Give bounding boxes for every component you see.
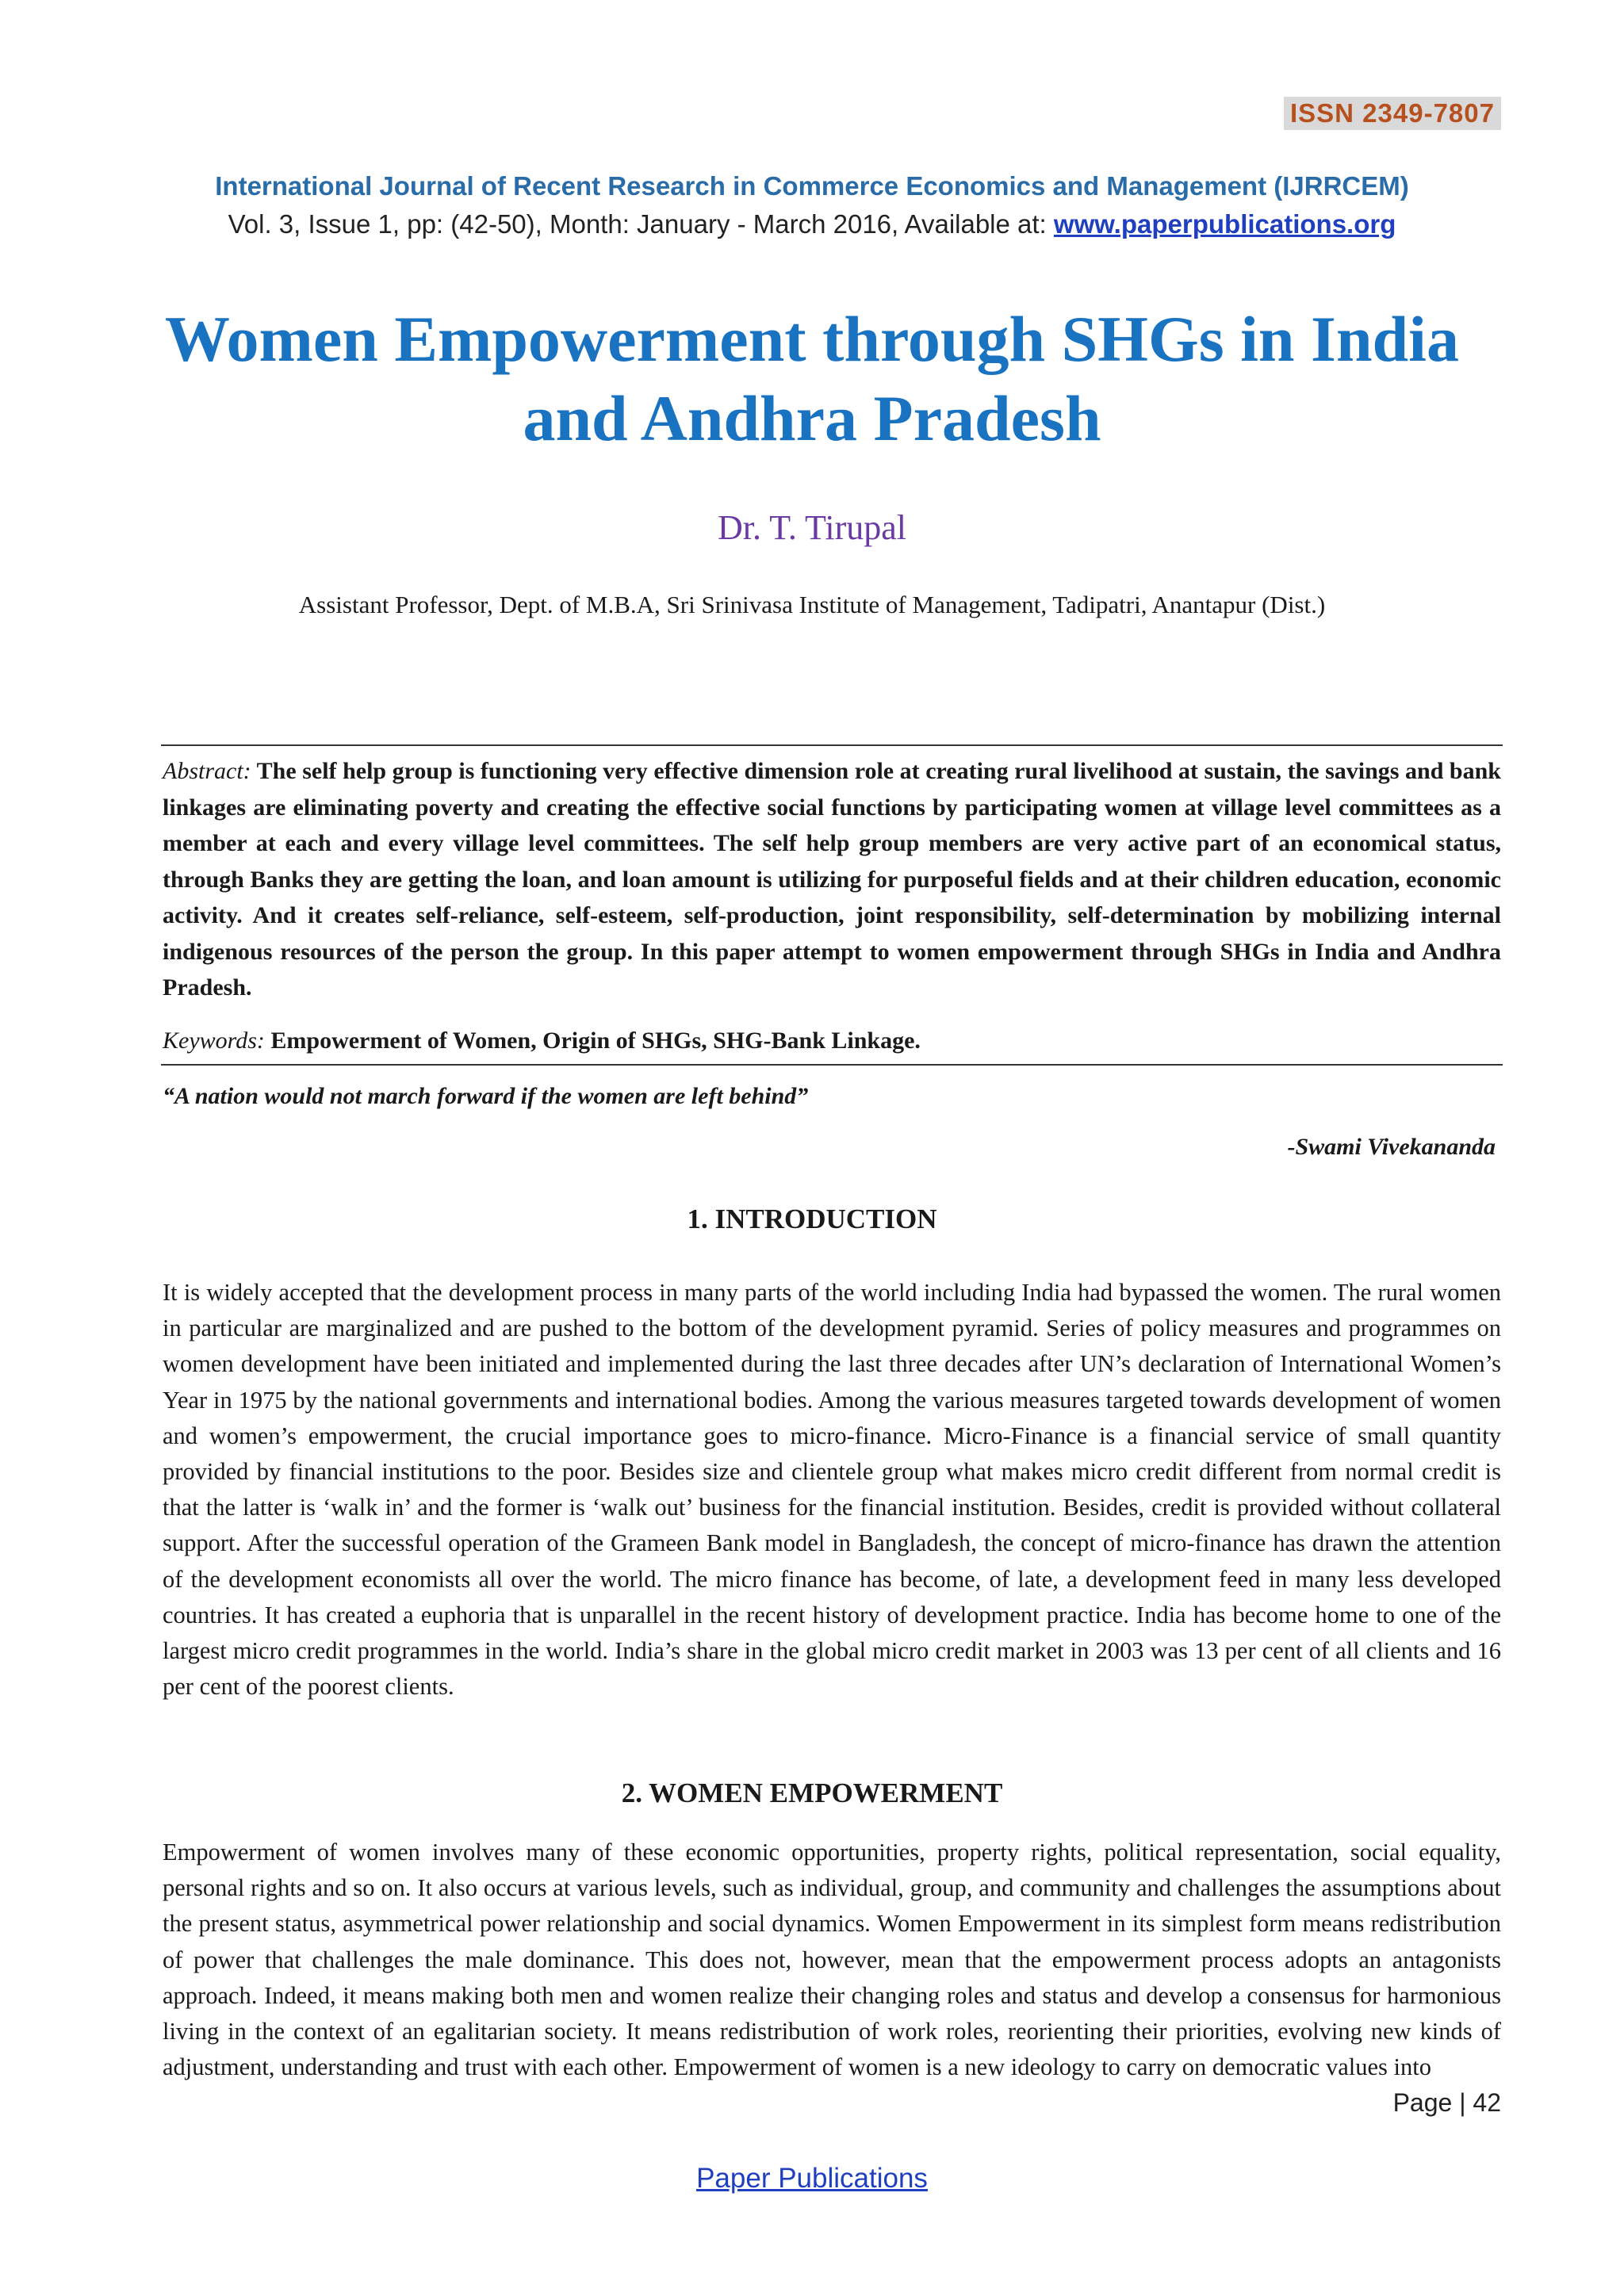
page-number: Page | 42 [1392, 2088, 1501, 2117]
section-heading-introduction: 1. INTRODUCTION [687, 1203, 937, 1234]
publisher-footer [0, 2163, 1624, 2195]
keywords-label: Keywords: [163, 1027, 265, 1054]
epigraph-quote: “A nation would not march forward if the women are left behind” [163, 1083, 809, 1109]
issn-badge: ISSN 2349-7807 [1284, 97, 1501, 130]
section-text-introduction: It is widely accepted that the development process in many parts of the world including India had bypassed the women. The rural women in particular are marginalized and are pushed to the bottom of the development pyramid. Series of policy measures and programmes on women development have been initiated and implemented during the last three decades after UN’s declaration of International Women’s Year in 1975 by the national governments and international bodies. Among the various measures targeted towards development of women and women’s empowerment, the crucial importance goes to micro-finance. Micro-Finance is a financial service of small quantity provided by financial institutions to the poor. Besides size and clientele group what makes micro credit different from normal credit is that the latter is ‘walk in’ and the former is ‘walk out’ business for the financial institution. Besides, credit is provided without collateral support. After the successful operation of the Grameen Bank model in Bangladesh, the concept of micro-finance has drawn the attention of the development economists all over the world. The micro finance has become, of late, a development feed in many less developed countries. It has created a euphoria that is unparallel in the recent history of development practice. India has become home to one of the largest micro credit programmes in the world. India’s share in the global micro credit market in 2003 was 13 per cent of all clients and 16 per cent of the poorest clients. [163, 1279, 1501, 1701]
section-text-women-empowerment: Empowerment of women involves many of these economic opportunities, property rights, political representation, social equality, personal rights and so on. It also occurs at various levels, such as individual, group, and community and challenges the assumptions about the present status, asymmetrical power relationship and social dynamics. Women Empowerment in its simplest form means redistribution of power that challenges the male dominance. This does not, however, mean that the empowerment process adopts an antagonists approach. Indeed, it means making both men and women realize their changing roles and status and develop a consensus for harmonious living in the context of an egalitarian society. It means redistribution of work roles, reorienting their priorities, evolving new kinds of adjustment, understanding and trust with each other. Empowerment of women is a new ideology to carry on democratic values into [163, 1839, 1501, 2081]
abstract-text: The self help group is functioning very effective dimension role at creating rural livelihood at sustain, the savings and bank linkages are eliminating poverty and creating the effective social functions by participating women at village level committees as a member at each and every village level committees. The self help group members are very active part of an economical status, through Banks they are getting the loan, and loan amount is utilizing for purposeful fields and at their children education, economic activity. And it creates self-reliance, self-esteem, self-production, joint responsibility, self-determination by mobilizing internal indigenous resources of the person the group. In this paper attempt to women empowerment through SHGs in India and Andhra Pradesh. [163, 758, 1501, 1001]
keywords [163, 1027, 1501, 1054]
section-heading-women-empowerment: 2. WOMEN EMPOWERMENT [621, 1777, 1003, 1808]
abstract-label: Abstract: [163, 758, 251, 784]
publisher-link[interactable]: Paper Publications [696, 2163, 928, 2194]
epigraph-attribution: -Swami Vivekananda [1287, 1134, 1496, 1160]
website-link[interactable]: www.paperpublications.org [1053, 209, 1396, 239]
abstract-top-rule [161, 744, 1503, 746]
abstract-bottom-rule [161, 1064, 1503, 1066]
abstract [163, 753, 1501, 1006]
journal-title: International Journal of Recent Research in Commerce Economics and Management (IJRRCEM) [215, 171, 1409, 201]
author-affiliation: Assistant Professor, Dept. of M.B.A, Sri Srinivasa Institute of Management, Tadipatri, Anantapur (Dist.) [298, 591, 1326, 618]
volume-line [0, 209, 1624, 239]
keywords-text: Empowerment of Women, Origin of SHGs, SHG-Bank Linkage. [270, 1027, 921, 1054]
article-title: Women Empowerment through SHGs in India and Andhra Pradesh [165, 303, 1459, 454]
author-name: Dr. T. Tirupal [718, 508, 906, 547]
volume-info: Vol. 3, Issue 1, pp: (42-50), Month: January - March 2016, Available at: [228, 209, 1054, 239]
